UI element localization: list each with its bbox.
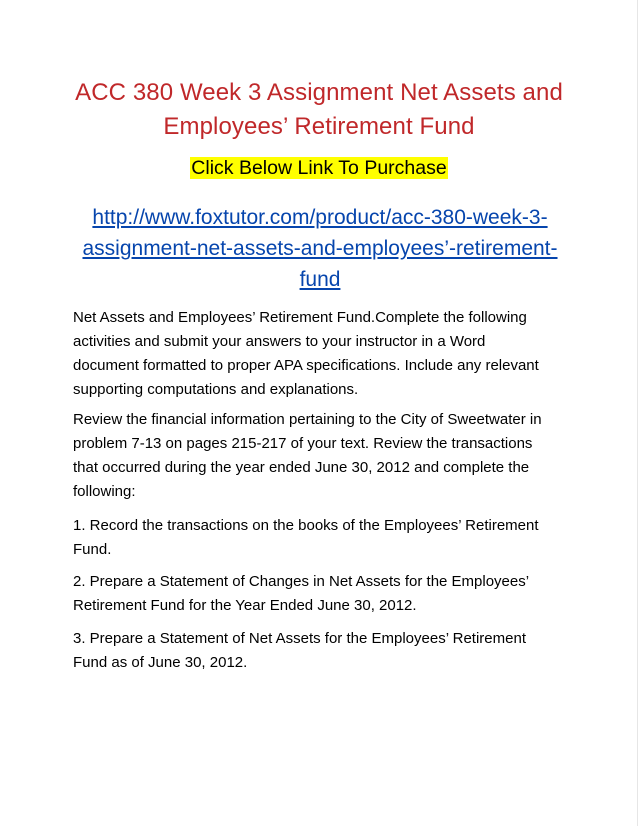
- title-line: Employees’ Retirement Fund: [163, 113, 475, 140]
- paragraph-line: following:: [73, 483, 136, 500]
- paragraph-line: 1. Record the transactions on the books of the Employees’ Retirement: [73, 517, 539, 534]
- paragraph-line: problem 7-13 on pages 215-217 of your text. Review the transactions: [73, 435, 533, 452]
- paragraph-line: activities and submit your answers to your instructor in a Word: [73, 333, 486, 350]
- paragraph-line: Fund as of June 30, 2012.: [73, 654, 248, 671]
- paragraph-line: document formatted to proper APA specifications. Include any relevant: [73, 357, 539, 374]
- purchase-callout: [0, 153, 638, 185]
- document-title: [60, 76, 578, 144]
- paragraph-review: [73, 408, 573, 504]
- paragraph-line: Retirement Fund for the Year Ended June 30, 2012.: [73, 597, 417, 614]
- paragraph-line: 2. Prepare a Statement of Changes in Net Assets for the Employees’: [73, 573, 530, 590]
- paragraph-line: Net Assets and Employees’ Retirement Fund.Complete the following: [73, 309, 527, 326]
- purchase-link-line[interactable]: fund: [299, 268, 341, 291]
- task-item-2: [73, 570, 573, 618]
- paragraph-line: that occurred during the year ended June 30, 2012 and complete the: [73, 459, 530, 476]
- paragraph-line: Review the financial information pertaining to the City of Sweetwater in: [73, 411, 542, 428]
- paragraph-line: 3. Prepare a Statement of Net Assets for the Employees’ Retirement: [73, 630, 526, 647]
- purchase-link[interactable]: [70, 202, 570, 295]
- purchase-callout-text: Click Below Link To Purchase: [191, 157, 447, 179]
- paragraph-intro: [73, 306, 573, 402]
- paragraph-line: supporting computations and explanations.: [73, 381, 359, 398]
- purchase-link-line[interactable]: http://www.foxtutor.com/product/acc-380-week-3-: [92, 206, 548, 229]
- task-item-1: [73, 514, 573, 562]
- title-line: ACC 380 Week 3 Assignment Net Assets and: [75, 79, 563, 106]
- paragraph-line: Fund.: [73, 541, 112, 558]
- task-item-3: [73, 627, 573, 675]
- purchase-link-line[interactable]: assignment-net-assets-and-employees’-retirement-: [82, 237, 558, 260]
